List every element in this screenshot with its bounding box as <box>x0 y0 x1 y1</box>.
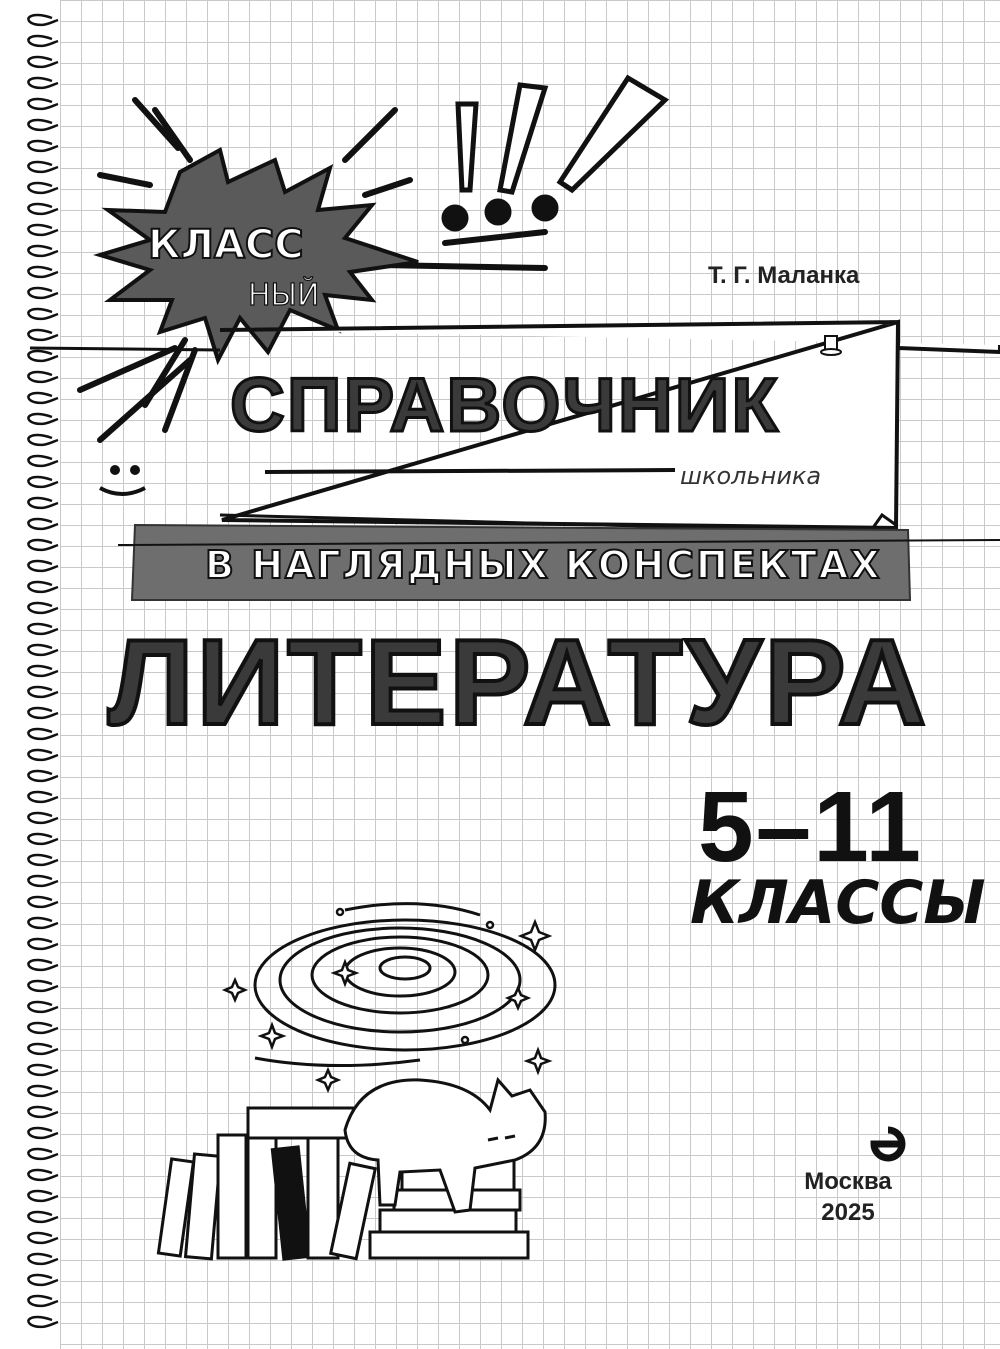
grades-label: КЛАССЫ <box>690 868 986 938</box>
galaxy-spiral-icon <box>255 904 555 1066</box>
smiley-icon <box>100 467 145 494</box>
subject-title: ЛИТЕРАТУРА <box>108 614 930 750</box>
series-bottom-label: НЫЙ <box>248 278 320 313</box>
publication-year: 2025 <box>821 1199 875 1226</box>
grades-range: 5–11 <box>698 771 923 883</box>
sleeping-cat-on-books-illustration <box>158 1080 545 1259</box>
exclamation-marks-icon <box>444 78 665 229</box>
publication-city: Москва <box>804 1168 892 1195</box>
book-title-main: СПРАВОЧНИК <box>230 363 780 448</box>
series-top-label: КЛАСС <box>148 222 304 268</box>
ribbon-subtitle: В НАГЛЯДНЫХ КОНСПЕКТАХ <box>205 543 882 587</box>
eksmo-e-logo-icon <box>874 1130 902 1158</box>
author-name: Т. Г. Маланка <box>708 262 860 289</box>
hat-icon <box>821 336 841 355</box>
book-title-sub: школьника <box>680 462 822 490</box>
